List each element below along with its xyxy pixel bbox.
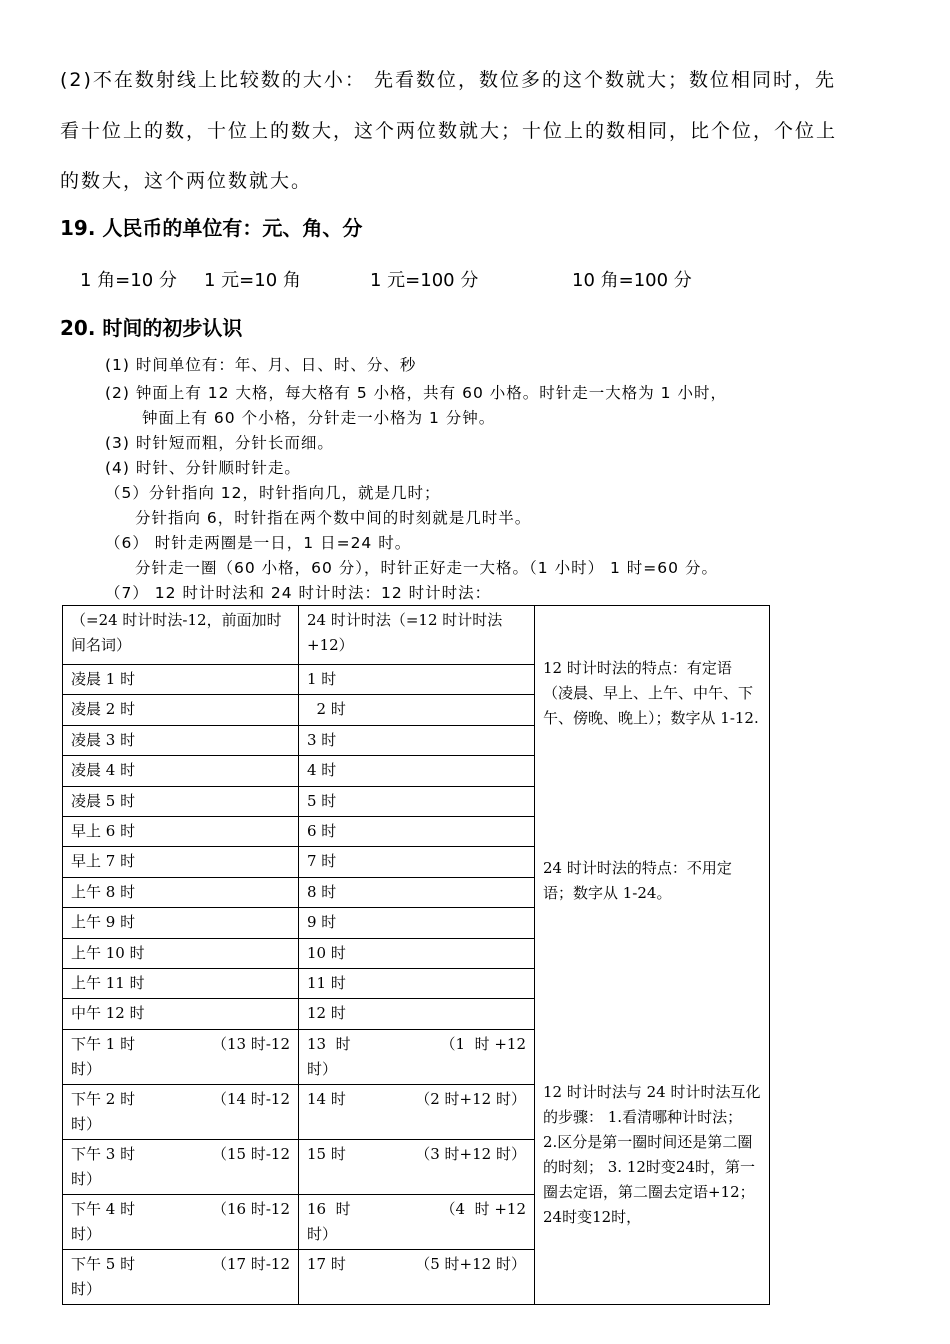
list-item: （5）分针指向 12，时针指向几，就是几时； [105, 484, 441, 502]
cell-12h: 中午 12 时 [63, 999, 299, 1029]
cell-24h: 3 时 [299, 725, 535, 755]
cell-24h: 2 时 [299, 695, 535, 725]
list-item: 分针指向 6，时针指在两个数中间的时刻就是几时半。 [135, 509, 532, 527]
cell-24h: 10 时 [299, 938, 535, 968]
cell-12h-formula: （17 时-12 [211, 1254, 290, 1273]
cell-12h [63, 1084, 299, 1139]
cell-24h: 1 时 [299, 665, 535, 695]
cell-24h: 4 时 [299, 756, 535, 786]
cell-12h-label: 下午 2 时 [71, 1089, 136, 1108]
cell-24h-formula: （4 时 +12 [440, 1199, 526, 1218]
money-eq-3: 1 元=100 分 [370, 270, 479, 291]
cell-24h: 11 时 [299, 968, 535, 998]
cell-12h-formula-end: 时） [71, 1059, 102, 1078]
cell-12h-formula-end: 时） [71, 1114, 102, 1133]
cell-24h-label: 15 时 [307, 1144, 346, 1163]
cell-12h: 上午 8 时 [63, 877, 299, 907]
cell-12h-formula-end: 时） [71, 1169, 102, 1188]
note-conversion-steps: 12 时计时法与 24 时计时法互化的步骤： 1.看清哪种计时法； 2.区分是第一圈时间还是第二圈的时刻； 3. 12时变24时，第一圈去定语，第二圈去定语+12； 24时变12时， [543, 1083, 761, 1226]
cell-12h: 上午 10 时 [63, 938, 299, 968]
cell-24h: 12 时 [299, 999, 535, 1029]
cell-24h-label: 14 时 [307, 1089, 346, 1108]
cell-12h-label: 下午 3 时 [71, 1144, 136, 1163]
cell-12h-formula: （16 时-12 [211, 1199, 290, 1218]
cell-12h [63, 1194, 299, 1249]
cell-12h-formula: （15 时-12 [211, 1144, 290, 1163]
cell-24h: 5 时 [299, 786, 535, 816]
cell-24h: 9 时 [299, 908, 535, 938]
cell-12h [63, 1249, 299, 1304]
cell-12h-formula: （13 时-12 [211, 1034, 290, 1053]
cell-24h: 6 时 [299, 816, 535, 846]
cell-12h [63, 1029, 299, 1084]
table-header-12h: （=24 时计时法-12，前面加时间名词） [63, 606, 299, 665]
cell-12h [63, 1139, 299, 1194]
cell-24h-label: 17 时 [307, 1254, 346, 1273]
list-item: (3) 时针短而粗，分针长而细。 [105, 434, 334, 452]
cell-12h: 凌晨 1 时 [63, 665, 299, 695]
cell-12h: 凌晨 3 时 [63, 725, 299, 755]
cell-24h-formula-end: 时） [307, 1224, 338, 1243]
cell-12h: 早上 7 时 [63, 847, 299, 877]
cell-24h [299, 1194, 535, 1249]
cell-24h-formula: （2 时+12 时） [415, 1089, 526, 1108]
time-table [62, 605, 770, 1305]
cell-12h: 早上 6 时 [63, 816, 299, 846]
section-19-heading: 19. 人民币的单位有：元、角、分 [60, 216, 363, 240]
list-item: 钟面上有 60 个小格，分针走一小格为 1 分钟。 [142, 409, 496, 427]
cell-12h: 上午 9 时 [63, 908, 299, 938]
money-eq-4: 10 角=100 分 [572, 270, 692, 291]
cell-12h: 凌晨 4 时 [63, 756, 299, 786]
section-20-heading: 20. 时间的初步认识 [60, 316, 243, 340]
cell-24h-label: 16 时 [307, 1199, 351, 1218]
cell-24h-formula-end: 时） [307, 1059, 338, 1078]
cell-12h-label: 下午 4 时 [71, 1199, 136, 1218]
money-eq-1: 1 角=10 分 [80, 270, 177, 291]
list-item: (2) 钟面上有 12 大格，每大格有 5 小格，共有 60 小格。时针走一大格为 1 小时， [105, 384, 727, 402]
cell-12h: 上午 11 时 [63, 968, 299, 998]
cell-24h-formula: （3 时+12 时） [415, 1144, 526, 1163]
cell-24h [299, 1029, 535, 1084]
list-item: (1) 时间单位有：年、月、日、时、分、秒 [105, 356, 417, 374]
money-eq-2: 1 元=10 角 [204, 270, 301, 291]
cell-24h-label: 13 时 [307, 1034, 351, 1053]
note-12h-features: 12 时计时法的特点：有定语（凌晨、早上、上午、中午、下午、傍晚、晚上）；数字从 1-12. [543, 659, 759, 727]
cell-12h-formula: （14 时-12 [211, 1089, 290, 1108]
list-item: （7） 12 时计时法和 24 时计时法：12 时计时法： [105, 584, 492, 602]
cell-12h: 凌晨 5 时 [63, 786, 299, 816]
cell-24h [299, 1139, 535, 1194]
notes-cell [535, 606, 770, 1305]
cell-24h: 7 时 [299, 847, 535, 877]
cell-24h [299, 1084, 535, 1139]
note-24h-features: 24 时计时法的特点：不用定语；数字从 1-24。 [543, 859, 732, 902]
list-item: （6） 时针走两圈是一日，1 日=24 时。 [105, 534, 412, 552]
cell-12h-label: 下午 5 时 [71, 1254, 136, 1273]
table-header-24h: 24 时计时法（=12 时计时法+12） [299, 606, 535, 665]
cell-24h-formula: （5 时+12 时） [415, 1254, 526, 1273]
cell-12h-label: 下午 1 时 [71, 1034, 136, 1053]
cell-12h-formula-end: 时） [71, 1224, 102, 1243]
cell-12h: 凌晨 2 时 [63, 695, 299, 725]
cell-24h [299, 1249, 535, 1304]
list-item: 分针走一圈（60 小格，60 分），时针正好走一大格。（1 小时） 1 时=60 分。 [135, 559, 718, 577]
paragraph-line-1: (2)不在数射线上比较数的大小： 先看数位，数位多的这个数就大；数位相同时，先 [60, 69, 836, 91]
paragraph-line-3: 的数大，这个两位数就大。 [60, 170, 313, 192]
cell-12h-formula-end: 时） [71, 1279, 102, 1298]
list-item: (4) 时针、分针顺时针走。 [105, 459, 301, 477]
cell-24h: 8 时 [299, 877, 535, 907]
cell-24h-formula: （1 时 +12 [440, 1034, 526, 1053]
paragraph-line-2: 看十位上的数，十位上的数大，这个两位数就大；十位上的数相同，比个位，个位上 [60, 120, 838, 142]
